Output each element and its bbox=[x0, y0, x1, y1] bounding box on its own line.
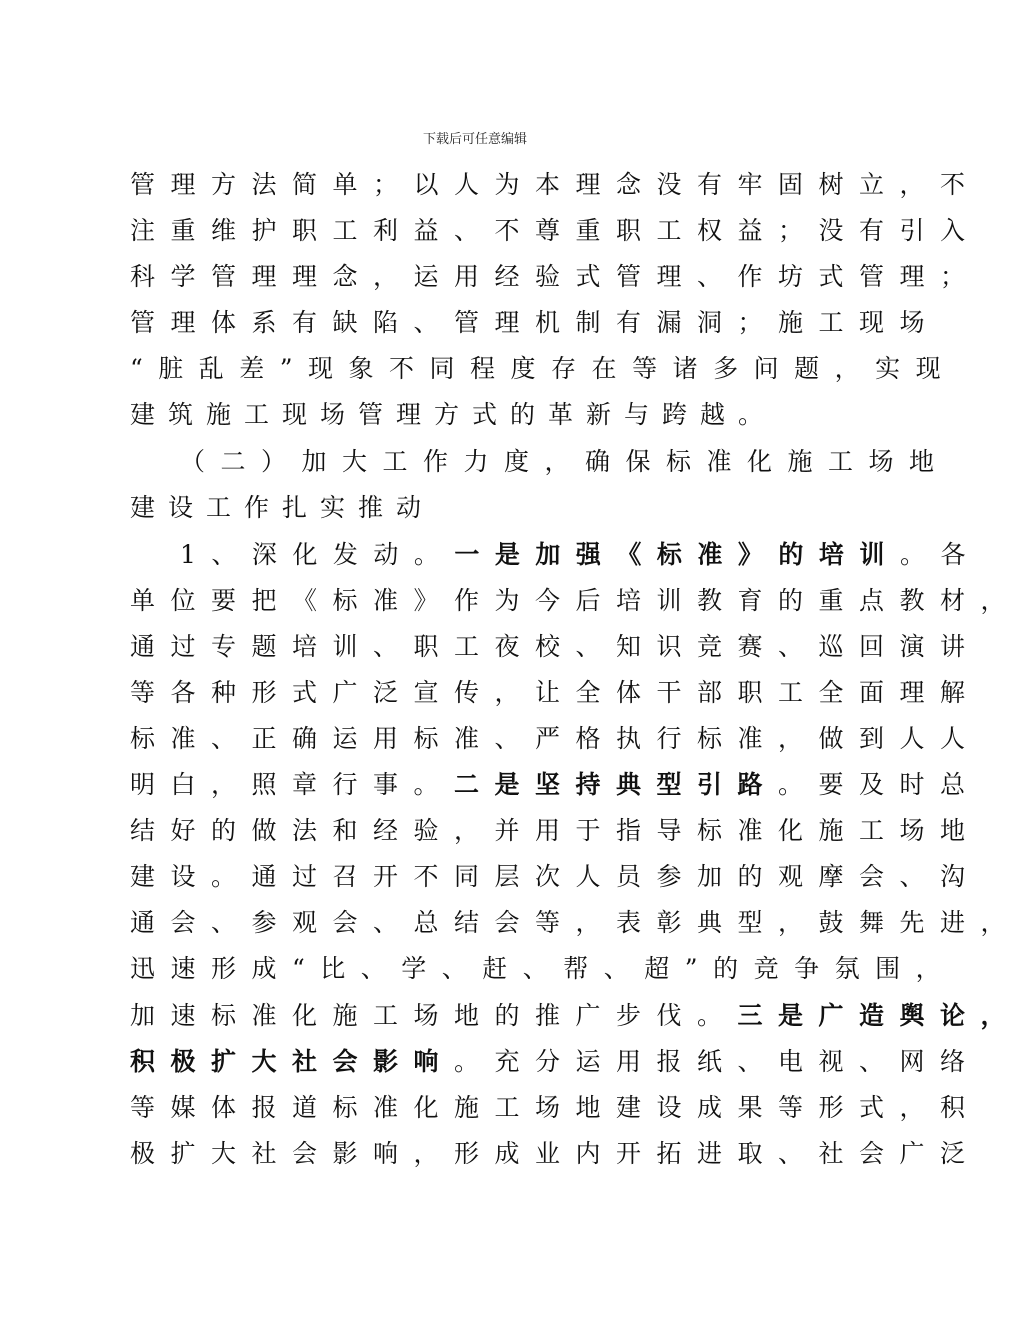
text-line bbox=[130, 306, 940, 340]
text-run: 管理方法简单；以人为本理念没有牢固树立，不 bbox=[130, 170, 981, 199]
text-run: 明白，照章行事。 bbox=[130, 770, 455, 799]
emphasis-text: 积极扩大社会影响 bbox=[130, 1047, 455, 1076]
text-line bbox=[130, 906, 1021, 940]
text-run: 加速标准化施工场地的推广步伐。 bbox=[130, 1001, 738, 1030]
text-run: 。充分运用报纸、电视、网络 bbox=[454, 1047, 981, 1076]
text-line bbox=[130, 630, 981, 664]
emphasis-text: 三是广造舆论， bbox=[737, 1001, 1021, 1030]
text-run: 单位要把《标准》作为今后培训教育的重点教材， bbox=[130, 586, 1021, 615]
text-run: 极扩大社会影响，形成业内开拓进取、社会广泛 bbox=[130, 1139, 981, 1168]
text-line bbox=[130, 676, 981, 710]
text-run: （二）加大工作力度，确保标准化施工场地 bbox=[180, 447, 950, 476]
text-run: 迅速形成“比、学、赶、帮、超”的竞争氛围， bbox=[130, 954, 957, 983]
text-line bbox=[130, 722, 981, 756]
text-run: 通过专题培训、职工夜校、知识竞赛、巡回演讲 bbox=[130, 632, 981, 661]
text-run: 建设。通过召开不同层次人员参加的观摩会、沟 bbox=[130, 862, 981, 891]
text-line bbox=[130, 768, 981, 802]
text-run: “脏乱差”现象不同程度存在等诸多问题，实现 bbox=[130, 354, 957, 383]
text-line bbox=[180, 445, 950, 479]
text-line bbox=[130, 584, 1021, 618]
text-run: 管理体系有缺陷、管理机制有漏洞；施工现场 bbox=[130, 308, 941, 337]
emphasis-text: 一是加强《标准》的培训 bbox=[454, 540, 900, 569]
text-run: 科学管理理念，运用经验式管理、作坊式管理； bbox=[130, 262, 981, 291]
text-run: 。要及时总 bbox=[778, 770, 981, 799]
emphasis-text: 二是坚持典型引路 bbox=[454, 770, 779, 799]
text-line bbox=[130, 168, 981, 202]
text-line bbox=[130, 398, 776, 432]
text-line bbox=[130, 260, 981, 294]
text-line bbox=[130, 352, 956, 386]
text-line bbox=[130, 214, 981, 248]
text-run: 建设工作扎实推动 bbox=[130, 493, 435, 522]
text-line bbox=[130, 491, 434, 525]
text-line bbox=[130, 860, 981, 894]
text-line bbox=[130, 952, 956, 986]
text-line bbox=[130, 1091, 981, 1125]
text-run: 1、深化发动。 bbox=[180, 540, 455, 569]
text-line bbox=[180, 538, 981, 572]
text-run: 等媒体报道标准化施工场地建设成果等形式，积 bbox=[130, 1093, 981, 1122]
page-header-note: 下载后可任意编辑 bbox=[422, 132, 527, 147]
text-run: 通会、参观会、总结会等，表彰典型，鼓舞先进， bbox=[130, 908, 1021, 937]
text-line bbox=[130, 1137, 981, 1171]
text-line bbox=[130, 999, 1021, 1033]
text-run: 建筑施工现场管理方式的革新与跨越。 bbox=[130, 400, 777, 429]
text-run: 标准、正确运用标准、严格执行标准，做到人人 bbox=[130, 724, 981, 753]
text-run: 结好的做法和经验，并用于指导标准化施工场地 bbox=[130, 816, 981, 845]
text-line bbox=[130, 1045, 981, 1079]
text-run: 注重维护职工利益、不尊重职工权益；没有引入 bbox=[130, 216, 981, 245]
text-line bbox=[130, 814, 981, 848]
text-run: 。各 bbox=[899, 540, 981, 569]
text-run: 等各种形式广泛宣传，让全体干部职工全面理解 bbox=[130, 678, 981, 707]
